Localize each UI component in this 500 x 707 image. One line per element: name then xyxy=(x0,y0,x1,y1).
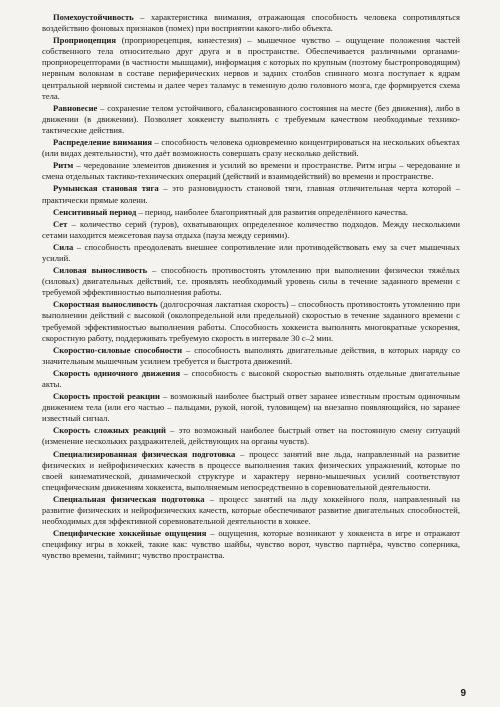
glossary-entry-skorost-prostoi-reaktsii xyxy=(42,391,460,424)
definition-rumynskaya-tyaga: – это разновидность становой тяги, главная отличительная черта которой – практически прямые колени. xyxy=(42,183,460,205)
glossary-entry-ravnovesie xyxy=(42,103,460,136)
definition-silovaya-vynoslivost: – способность противостоять утомлению при выполнении физически тяжёлых (силовых) двигательных действий, т.е. проявлять необходимый уровень силы в течение заданного времени с требуемой эффективностью выполнения работы. xyxy=(42,265,460,298)
term-skorost-prostoi-reaktsii: Скорость простой реакции xyxy=(53,391,160,402)
term-pomekhoustoichivost: Помехоустойчивость xyxy=(53,12,134,22)
definition-skorostnaya-vynoslivost: (долгосрочная лактатная скорость) – способность противостоять утомлению при выполнении действий с высокой (околопредельной или предельной) скоростью в течение заданного времени с требуемой эффективностью выполнения работы. Способность хоккеиста выполнять многократные ускорения, скоростную работу, поддерживать требуемую скорость в интервале 30 с–2 мин. xyxy=(42,299,460,343)
glossary-entry-raspredelenie-vnimaniya xyxy=(42,137,460,159)
term-spetsialnaya-fp: Специальная физическая подготовка xyxy=(53,493,205,504)
definition-pomekhoustoichivost: – характеристика внимания, отражающая способность человека сопротивляться воздействию фоновых признаков (помех) при восприятии какого-либо объекта. xyxy=(42,12,460,34)
glossary-entry-spetsificheskie-oshchushcheniya xyxy=(42,528,460,561)
definition-sila: – способность преодолевать внешнее сопротивление или противодействовать ему за счет мышечных усилий. xyxy=(42,241,460,263)
glossary-entry-skorostno-silovye xyxy=(42,345,460,367)
term-skorostno-silovye: Скоростно-силовые способности xyxy=(53,344,183,355)
term-propriotseptsiya: Проприоцепция xyxy=(53,35,117,46)
definition-ravnovesie: – сохранение телом устойчивого, сбалансированного состояния на месте (без движения), либо в движении (в движении). Позволяет хоккеисту выполнять с требуемым качеством необходимые технико-тактические действия. xyxy=(42,102,460,135)
glossary-entry-spetsializirovannaya-fp xyxy=(42,449,460,493)
glossary-entry-skorost-slozhnykh-reaktsii xyxy=(42,425,460,447)
glossary-entry-propriotseptsiya xyxy=(42,35,460,102)
term-ravnovesie: Равновесие xyxy=(53,102,98,113)
term-sila: Сила xyxy=(53,241,74,252)
page-number: 9 xyxy=(460,688,466,699)
term-raspredelenie-vnimaniya: Распределение внимания xyxy=(53,137,153,148)
definition-skorost-slozhnykh-reaktsii: – это возможный наиболее быстрый ответ на постоянную смену ситуаций (изменение нескольких раздражителей, действующих на органы чувств). xyxy=(42,425,460,447)
term-rumynskaya-tyaga: Румынская становая тяга xyxy=(53,183,159,194)
term-silovaya-vynoslivost: Силовая выносливость xyxy=(53,265,148,276)
glossary-entry-skorost-odinochnogo xyxy=(42,368,460,390)
definition-ritm: – чередование элементов движения и усилий во времени и пространстве. Ритм игры – чередование и смена отдельных тактико-технических операций (действий и взаимодействий) во времени и пространстве. xyxy=(42,160,460,182)
definition-set: – количество серий (туров), охватывающих определенное количество подходов. Между несколькими сетами находится межсетовая пауза отдыха (пауза между сериями). xyxy=(42,218,460,240)
term-skorost-odinochnogo: Скорость одиночного движения xyxy=(53,367,181,378)
term-ritm: Ритм xyxy=(53,160,74,171)
term-skorostnaya-vynoslivost: Скоростная выносливость xyxy=(53,299,158,310)
definition-propriotseptsiya: (проприорецепция, кинестезия) – мышечное чувство – ощущение положения частей собственного тела относительно друг друга и в пространстве. Обеспечивается различными органами-проприорецепторами (в частности мышцами), информация с которых по крупным (поэтому быстропроводящим) нервным волокнам в составе периферических нервов и задних столбов спинного мозга поступает к ядрам центральной нервной системы и далее через таламус в теменную долю головного мозга, где формируется схема тела. xyxy=(42,35,460,101)
glossary-entry-ritm xyxy=(42,160,460,182)
definition-sensitivnyi-period: – период, наиболее благоприятный для развития определённого качества. xyxy=(136,206,408,217)
glossary-entry-spetsialnaya-fp xyxy=(42,494,460,527)
glossary-entry-set xyxy=(42,219,460,241)
definition-skorost-prostoi-reaktsii: – возможный наиболее быстрый ответ заранее известным простым одиночным движением тела (или его частью – пальцами, рукой, ногой, туловищем) на внезапно появляющийся, но заранее известный сигнал. xyxy=(42,391,460,424)
glossary-entry-sensitivnyi-period xyxy=(42,207,460,218)
glossary-entry-rumynskaya-tyaga xyxy=(42,183,460,205)
definition-raspredelenie-vnimaniya: – способность человека одновременно концентрироваться на нескольких объектах (или видах деятельности), что даёт возможность совершать сразу несколько действий. xyxy=(42,137,460,159)
glossary-entry-pomekhoustoichivost xyxy=(42,12,460,34)
glossary-entry-silovaya-vynoslivost xyxy=(42,265,460,298)
term-set: Сет xyxy=(53,218,68,229)
definition-skorostno-silovye: – способность выполнять двигательные действия, в которых наряду со значительным мышечным усилием требуется и быстрота движений. xyxy=(42,344,460,366)
definition-spetsialnaya-fp: – процесс занятий на льду хоккейного поля, направленный на развитие физических и нейрофизических качеств, которые обеспечивают развитие двигательных способностей, необходимых для эффективной соревновательной деятельности в хоккее. xyxy=(42,493,460,527)
term-spetsificheskie-oshchushcheniya: Специфические хоккейные ощущения xyxy=(53,528,207,539)
term-spetsializirovannaya-fp: Специализированная физическая подготовка xyxy=(53,448,236,459)
glossary-entry-sila xyxy=(42,242,460,264)
term-sensitivnyi-period: Сенситивный период xyxy=(53,206,137,217)
glossary-list xyxy=(42,12,460,562)
definition-skorost-odinochnogo: – способность с высокой скоростью выполнять отдельные двигательные акты. xyxy=(42,367,460,389)
glossary-entry-skorostnaya-vynoslivost xyxy=(42,299,460,343)
definition-spetsificheskie-oshchushcheniya: – ощущения, которые возникают у хоккеиста в игре и отражают специфику игры в хоккей, такие как: чувство шайбы, чувство ворот, чувство партнёра, чувство соперника, чувство времени, тайминг; чувство пространства. xyxy=(42,528,460,561)
term-skorost-slozhnykh-reaktsii: Скорость сложных реакций xyxy=(53,425,166,436)
definition-spetsializirovannaya-fp: – процесс занятий вне льда, направленный на развитие физических и нейрофизических качеств в процессе выполнения таких физических упражнений, которые по своей кинематической, динамической структуре и характеру нервно-мышечных усилий соответствуют специфическим движениям хоккеиста, выполняемым непосредственно в соревновательной деятельности. xyxy=(42,448,460,492)
